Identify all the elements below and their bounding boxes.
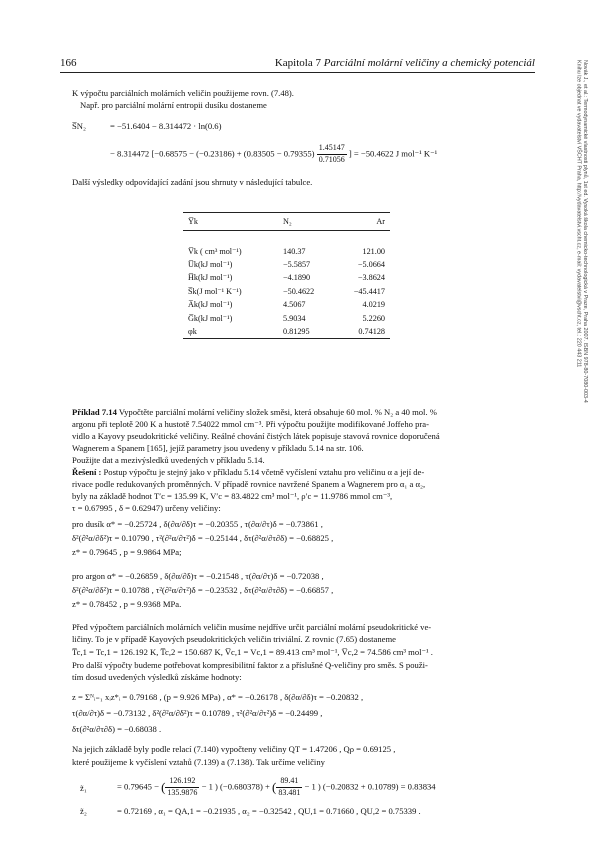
solution-line2: rivace podle redukovaných proměnných. V případě rovnice navržené Spanem a Wagnerem pro α₁ a α₂, xyxy=(72,479,426,489)
z1-part-b: − 1 ) (−0.680378) + xyxy=(201,781,270,792)
chapter-label: Kapitola 7 xyxy=(274,57,321,69)
chapter-title: Parciální molární veličiny a chemický potenciál xyxy=(323,57,535,69)
intro-line1: K výpočtu parciálních molárních veličin použijeme rovn. (7.48). xyxy=(72,88,294,98)
solution-line1 xyxy=(72,467,424,479)
mixture-line3: δτ(∂²α/∂τ∂δ) = −0.68038 . xyxy=(72,724,162,734)
table-row xyxy=(183,258,390,271)
page-number: 166 xyxy=(60,57,77,69)
z1-lhs: z̃₁ xyxy=(80,783,87,793)
table-cell: H̅k(kJ mol⁻¹) xyxy=(188,273,233,283)
table-cell: 121.00 xyxy=(362,246,385,256)
table-cell: V̅k ( cm³ mol⁻¹) xyxy=(188,246,242,256)
fraction-numerator: 89.41 xyxy=(276,776,302,788)
table-row xyxy=(183,298,390,311)
side-citation xyxy=(566,60,588,403)
summary-text: Další výsledky odpovídající zadání jsou shrnuty v následující tabulce. xyxy=(72,177,313,187)
z1-part-a: = 0.79645 − xyxy=(117,781,159,792)
mixture-line1: z = Σᴺᵢ₌₁ xᵢz*ᵢ = 0.79168 , (p = 9.926 MPa) , α* = −0.26178 , δ(∂α/∂δ)τ = −0.20832 , xyxy=(72,692,364,702)
table-cell: 5.2260 xyxy=(362,313,385,323)
solution-text: Postup výpočtu je stejný jako v příkladu 5.14 včetně vyčíslení vztahu pro veličinu α a její de- xyxy=(101,467,425,477)
mixture-line2: τ(∂α/∂τ)δ = −0.73132 , δ²(∂²α/∂δ²)τ = 0.10789 , τ²(∂²α/∂τ²)δ = −0.24499 , xyxy=(72,708,323,718)
table-cell: S̅k(J mol⁻¹ K⁻¹) xyxy=(188,286,242,296)
example-label: Příklad 7.14 xyxy=(72,407,117,417)
entropy-eq-part-b: ] = −50.4622 J mol⁻¹ K⁻¹ xyxy=(348,148,438,159)
example-line2: argonu při teplotě 200 K a hustotě 7.54022 mmol cm⁻³. Při výpočtu použijte modifikované Joffeho pra- xyxy=(72,419,429,429)
table-cell: 0.81295 xyxy=(278,325,340,339)
fraction-numerator: 1.45147 xyxy=(317,143,347,155)
table-cell: U̅k(kJ mol⁻¹) xyxy=(188,259,233,269)
table-cell: −5.5857 xyxy=(283,259,311,269)
table-cell: −5.0664 xyxy=(357,259,385,269)
table-header-cell: Y̅k xyxy=(183,213,278,231)
z2-lhs: z̃₂ xyxy=(80,806,87,816)
page-header xyxy=(60,56,535,73)
table-header-row xyxy=(183,213,390,231)
table-cell: 140.37 xyxy=(283,246,306,256)
table-row xyxy=(183,285,390,298)
table-cell: φk xyxy=(183,325,278,339)
entropy-eq-fraction xyxy=(317,143,347,166)
fraction-numerator: 126.192 xyxy=(165,776,199,788)
nitrogen-line1: pro dusík α* = −0.25724 , δ(∂α/∂δ)τ = −0.20355 , τ(∂α/∂τ)δ = −0.73861 , xyxy=(72,519,323,529)
table-header-cell: Ar xyxy=(340,213,390,231)
z1-equation: = 0.79645 − ( $\frac{126.192}{135.9876}$ − 1 ) (−0.680378) + ( $\frac{89.41}{83.481}$ − 1 ) (−0.20832 + 0.10789) = 0.83834 xyxy=(117,776,436,797)
table-row xyxy=(183,311,390,324)
para2-line2: ličiny. To je v případě Kayových pseudokritických veličin triviální. Z rovnic (7.65) dostaneme xyxy=(72,634,396,644)
argon-line2: δ²(∂²α/∂δ²)τ = 0.10788 , τ²(∂²α/∂τ²)δ = −0.23532 , δτ(∂²α/∂τ∂δ) = −0.66857 , xyxy=(72,585,334,595)
entropy-eq-lhs: S̅N₂ xyxy=(72,121,86,131)
z1-fraction-2 xyxy=(276,776,302,799)
table-cell: 4.5067 xyxy=(283,300,306,310)
running-title xyxy=(275,56,535,71)
nitrogen-line2: δ²(∂²α/∂δ²)τ = 0.10790 , τ²(∂²α/∂τ²)δ = −0.25144 , δτ(∂²α/∂τ∂δ) = −0.68825 , xyxy=(72,533,334,543)
table-spacer xyxy=(183,231,390,245)
argon-line1: pro argon α* = −0.26859 , δ(∂α/∂δ)τ = −0.21548 , τ(∂α/∂τ)δ = −0.72038 , xyxy=(72,571,324,581)
table-row xyxy=(183,325,390,339)
solution-line4: τ = 0.67995 , δ = 0.62947) určeny veličiny: xyxy=(72,503,221,513)
table-row xyxy=(183,271,390,284)
side-citation-line2: Knihu lze objednat ve vydavatelství VŠCHT Praha, http://vydavatelstvi.vscht.cz, e-mail: vydavatelstvi@vscht.cz, tel.: 220 443 211 xyxy=(575,60,582,368)
solution-line3: byly na základě hodnot T′c = 135.99 K, V′c = 83.4822 cm³ mol⁻¹, ρ′c = 11.9786 mmol cm⁻³, xyxy=(72,491,393,501)
nitrogen-line3: z* = 0.79645 , p = 9.9864 MPa; xyxy=(72,547,182,557)
results-table xyxy=(183,212,390,339)
example-line1 xyxy=(72,407,437,419)
fraction-denominator: 135.9876 xyxy=(167,787,198,797)
table-cell: 5.9034 xyxy=(283,313,306,323)
z2-equation: = 0.72169 , α₁ = QA,1 = −0.21935 , α₂ = −0.32542 , QU,1 = 0.71660 , QU,2 = 0.75339 . xyxy=(117,806,421,816)
table-cell: 4.0219 xyxy=(362,300,385,310)
table-cell: G̅k(kJ mol⁻¹) xyxy=(188,313,233,323)
example-line5: Použijte dat a mezivýsledků uvedených v příkladu 5.14. xyxy=(72,455,265,465)
para3-line2: které použijeme k vyčíslení vztahů (7.139) a (7.138). Tak určíme veličiny xyxy=(72,757,325,767)
table-row xyxy=(183,244,390,257)
entropy-eq-line2 xyxy=(110,143,437,166)
entropy-eq-part-a: − 8.314472 [−0.68575 − (−0.23186) + (0.83505 − 0.79355) xyxy=(110,148,315,159)
para2-line1: Před výpočtem parciálních molárních veličin musíme nejdříve určit parciální molární pseudokritické ve- xyxy=(72,622,432,632)
entropy-eq-line1: = −51.6404 − 8.314472 · ln(0.6) xyxy=(110,121,222,131)
fraction-denominator: 0.71056 xyxy=(318,154,345,164)
side-citation-line1: Novák J., et al.: Termodynamické vlastnosti plynů, 1st ed. Vysoká škola chemicko-technologická v Praze, Praha 2007. ISBN 978-80-7080-003-4 xyxy=(582,60,588,403)
table-cell: A̅k(kJ mol⁻¹) xyxy=(188,300,233,310)
z1-part-c: − 1 ) (−0.20832 + 0.10789) = 0.83834 xyxy=(304,781,436,792)
para2-line4: Pro další výpočty budeme potřebovat kompresibilitní faktor z a příslušné Q-veličiny pro směs. S použi- xyxy=(72,660,428,670)
table-cell: −3.8624 xyxy=(357,273,385,283)
example-text: Vypočtěte parciální molární veličiny složek směsi, která obsahuje 60 mol. % N₂ a 40 mol. % xyxy=(116,407,437,417)
z1-fraction-1 xyxy=(165,776,199,799)
table-cell: −4.1890 xyxy=(283,273,311,283)
table-cell: −50.4622 xyxy=(283,286,315,296)
example-line4: Wagnerem a Spanem [165], jejíž parametry jsou uvedeny v příkladu 5.14 na str. 106. xyxy=(72,443,364,453)
intro-line2: Např. pro parciální molární entropii dusíku dostaneme xyxy=(80,100,267,110)
example-line3: vidlo a Kayovy pseudokritické veličiny. Reálné chování čistých látek popisuje stavová rovnice doporučená xyxy=(72,431,440,441)
argon-line3: z* = 0.78452 , p = 9.9368 MPa. xyxy=(72,599,182,609)
solution-label: Řešení : xyxy=(72,467,102,477)
table-header-cell: N₂ xyxy=(278,213,340,231)
table-cell: −45.4417 xyxy=(353,286,385,296)
para2-line3: T̅c,1 = Tc,1 = 126.192 K, T̅c,2 = 150.687 K, V̅c,1 = Vc,1 = 89.413 cm³ mol⁻¹, V̅c,2 = 74.586 cm³ mol⁻¹ . xyxy=(72,647,433,657)
table-cell: 0.74128 xyxy=(340,325,390,339)
para3-line1: Na jejich základě byly podle relací (7.140) vypočteny veličiny QT = 1.47206 , Qρ = 0.69125 , xyxy=(72,744,396,754)
para2-line5: tím dosud uvedených výsledků získáme hodnoty: xyxy=(72,672,242,682)
fraction-denominator: 83.481 xyxy=(278,787,301,797)
